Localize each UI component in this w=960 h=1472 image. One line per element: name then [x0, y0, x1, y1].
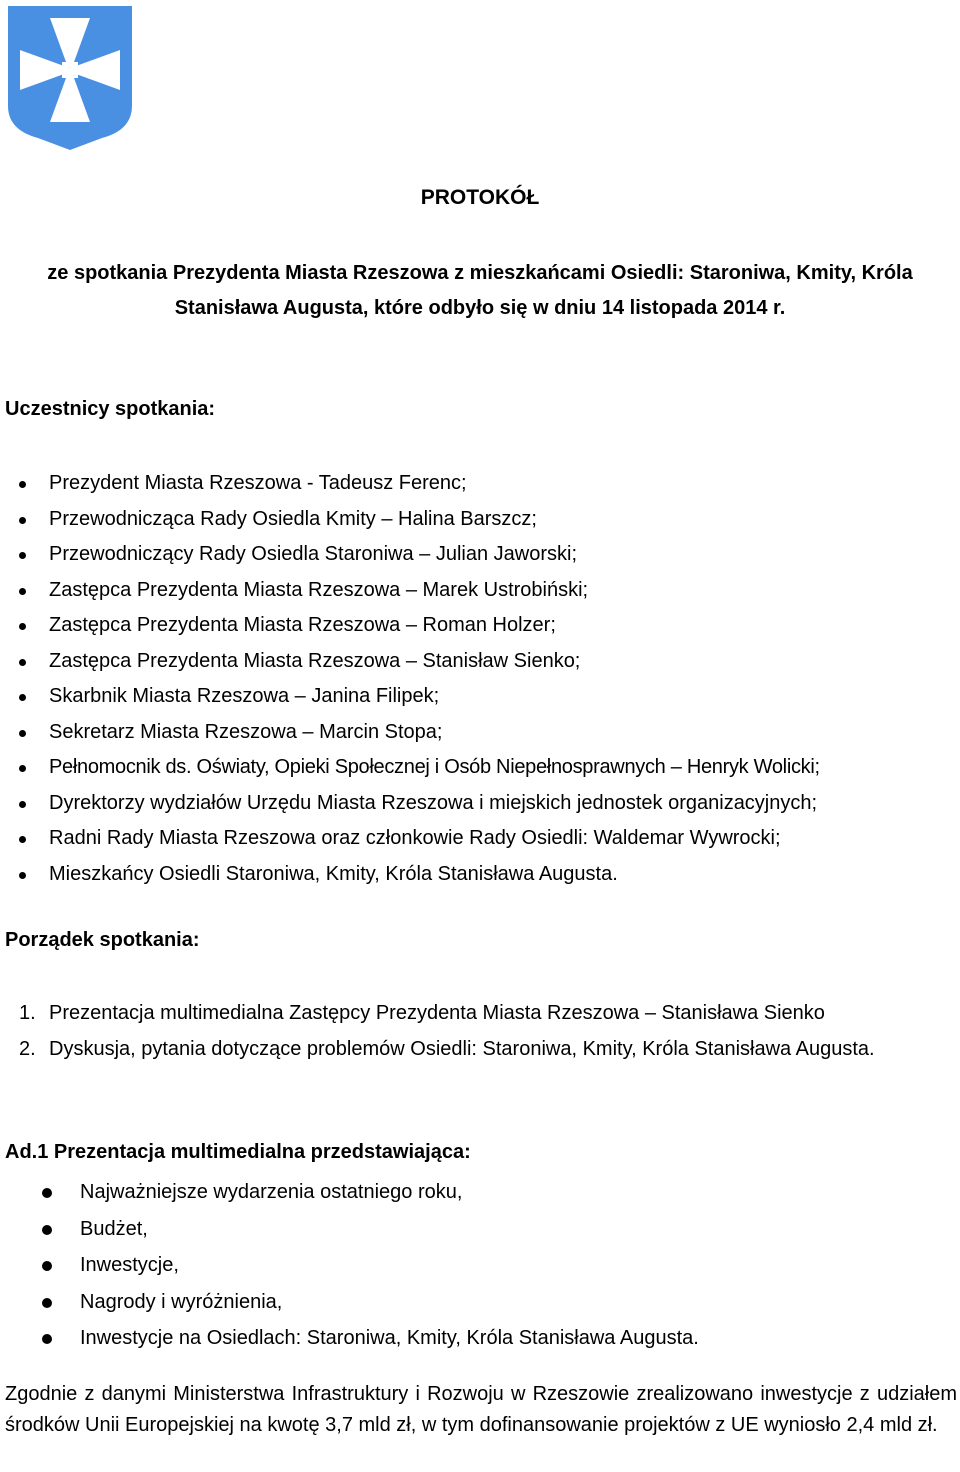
list-item: Budżet,: [0, 1211, 699, 1248]
list-item: 1. Prezentacja multimedialna Zastępcy Prezydenta Miasta Rzeszowa – Stanisława Sienko: [0, 996, 956, 1032]
participants-heading: Uczestnicy spotkania:: [5, 398, 216, 420]
list-item: Prezydent Miasta Rzeszowa - Tadeusz Ferenc;: [0, 466, 820, 502]
document-subtitle: ze spotkania Prezydenta Miasta Rzeszowa z mieszkańcami Osiedli: Staroniwa, Kmity, Króla Stanisława Augusta, które odbyło się w dniu 14 listopada 2014 r.: [47, 262, 913, 319]
list-number: 2.: [19, 1037, 36, 1060]
bullet-icon: [19, 765, 26, 772]
list-item: Inwestycje,: [0, 1247, 699, 1284]
bullet-icon: [42, 1298, 52, 1308]
list-item: Skarbnik Miasta Rzeszowa – Janina Filipek;: [0, 679, 820, 715]
list-item: Pełnomocnik ds. Oświaty, Opieki Społecznej i Osób Niepełnosprawnych – Henryk Wolicki;: [0, 750, 820, 786]
list-item: Najważniejsze wydarzenia ostatniego roku,: [0, 1174, 699, 1211]
bullet-icon: [19, 552, 26, 559]
list-item: Nagrody i wyróżnienia,: [0, 1284, 699, 1321]
city-crest-logo: [6, 4, 134, 152]
list-item: Zastępca Prezydenta Miasta Rzeszowa – Roman Holzer;: [0, 608, 820, 644]
bullet-icon: [19, 517, 26, 524]
presentation-list: [0, 1174, 699, 1357]
list-item: Zastępca Prezydenta Miasta Rzeszowa – Marek Ustrobiński;: [0, 573, 820, 609]
bullet-icon: [19, 481, 26, 488]
bullet-icon: [42, 1334, 52, 1344]
bullet-icon: [42, 1188, 52, 1198]
bullet-icon: [19, 694, 26, 701]
list-item: Zastępca Prezydenta Miasta Rzeszowa – Stanisław Sienko;: [0, 644, 820, 680]
list-item: Sekretarz Miasta Rzeszowa – Marcin Stopa;: [0, 715, 820, 751]
closing-paragraph: Zgodnie z danymi Ministerstwa Infrastruktury i Rozwoju w Rzeszowie zrealizowano inwestycje z udziałem środków Unii Europejskiej na kwotę 3,7 mld zł, w tym dofinansowanie projektów z UE wyniosło 2,4 mld zł.: [5, 1383, 957, 1436]
list-item: Mieszkańcy Osiedli Staroniwa, Kmity, Króla Stanisława Augusta.: [0, 857, 820, 893]
bullet-icon: [19, 623, 26, 630]
bullet-icon: [19, 659, 26, 666]
bullet-icon: [42, 1225, 52, 1235]
presentation-heading: Ad.1 Prezentacja multimedialna przedstawiająca:: [5, 1141, 471, 1163]
list-item: Przewodnicząca Rady Osiedla Kmity – Halina Barszcz;: [0, 502, 820, 538]
bullet-icon: [42, 1261, 52, 1271]
list-item: Dyrektorzy wydziałów Urzędu Miasta Rzeszowa i miejskich jednostek organizacyjnych;: [0, 786, 820, 822]
participants-list: [0, 466, 820, 892]
bullet-icon: [19, 836, 26, 843]
bullet-icon: [19, 730, 26, 737]
agenda-heading: Porządek spotkania:: [5, 929, 200, 951]
list-item: Radni Rady Miasta Rzeszowa oraz członkowie Rady Osiedli: Waldemar Wywrocki;: [0, 821, 820, 857]
list-item: 2. Dyskusja, pytania dotyczące problemów Osiedli: Staroniwa, Kmity, Króla Stanisława Augusta.: [0, 1032, 956, 1068]
list-item: Przewodniczący Rady Osiedla Staroniwa – Julian Jaworski;: [0, 537, 820, 573]
list-number: 1.: [19, 1002, 36, 1024]
agenda-list: [0, 996, 956, 1067]
bullet-icon: [19, 588, 26, 595]
bullet-icon: [19, 872, 26, 879]
document-title: PROTOKÓŁ: [420, 186, 540, 209]
list-item: Inwestycje na Osiedlach: Staroniwa, Kmity, Króla Stanisława Augusta.: [0, 1320, 699, 1357]
bullet-icon: [19, 801, 26, 808]
